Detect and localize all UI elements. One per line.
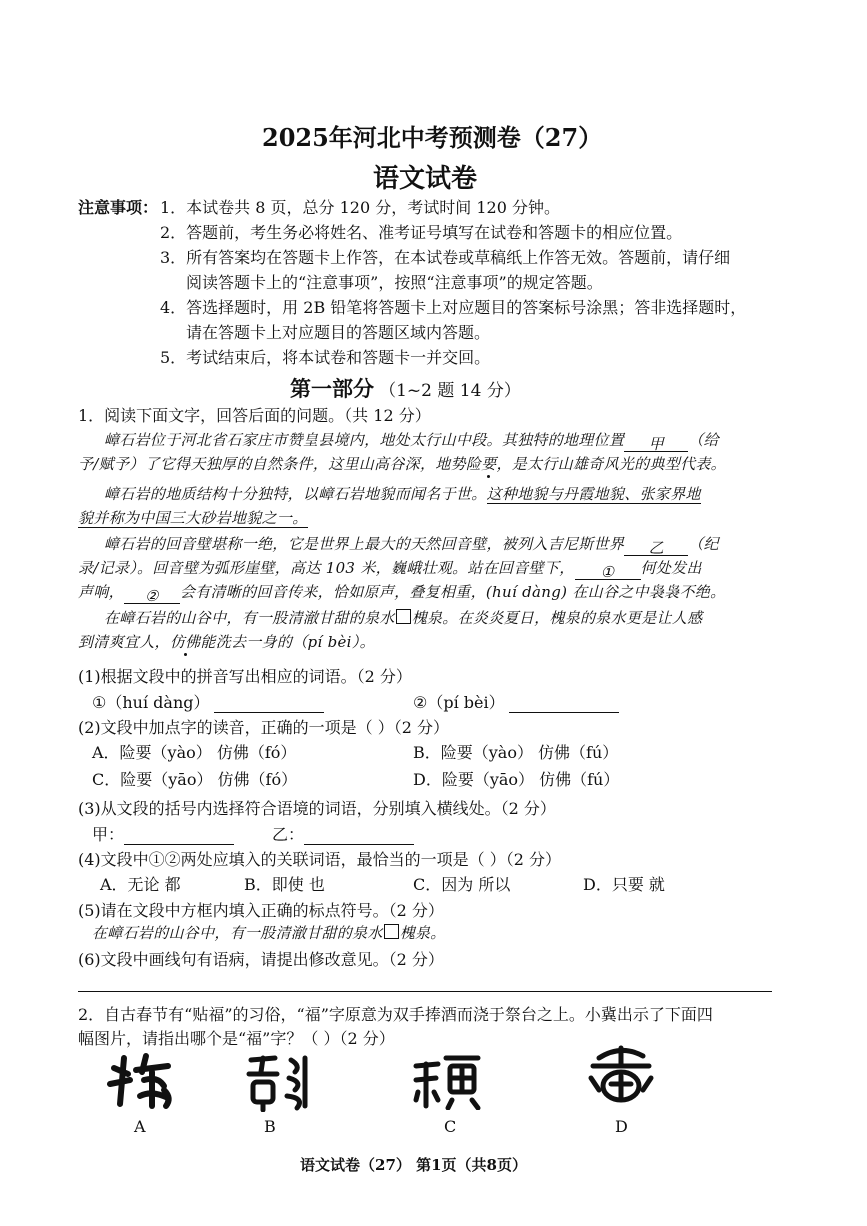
glyph-option-a[interactable] <box>106 1050 178 1112</box>
notes-item-4: 4．答选择题时，用 2B 铅笔将答题卡上对应题目的答案标号涂黑；答非选择题时， <box>160 298 747 317</box>
section-heading <box>290 373 521 403</box>
passage-p4-line2 <box>78 631 375 654</box>
q2-stem-line1: 2．自古春节有“贴福”的习俗，“福”字原意为双手捧酒而浇于祭台之上。小冀出示了下面四 <box>78 1005 713 1024</box>
ancient-glyph-c-icon <box>412 1050 484 1110</box>
passage-text: 会有清晰的回音传来，恰如原声，叠复相重，(huí dàng) 在山谷之中袅袅不绝。 <box>179 583 726 601</box>
passage-p3-line1 <box>104 533 719 556</box>
notes-item-2: 2．答题前，考生务必将姓名、准考证号填写在试卷和答题卡的相应位置。 <box>160 223 683 242</box>
passage-p4-line1 <box>104 607 702 630</box>
notes-item-3-cont: 阅读答题卡上的“注意事项”，按照“注意事项”的规定答题。 <box>186 273 603 292</box>
ancient-glyph-a-icon <box>106 1050 178 1112</box>
passage-text: 嶂石岩的回音壁堪称一绝，它是世界上最大的天然回音壁，被列入吉尼斯世界 <box>104 535 625 553</box>
q1-sub5-sentence <box>92 922 446 945</box>
q1-sub1-a <box>92 690 324 713</box>
exam-subtitle: 语文试卷 <box>373 164 478 194</box>
underlined-sentence: 貌并称为中国三大砂岩地貌之一。 <box>78 509 308 527</box>
q1-sub2-opt-d[interactable]: D．险要（yāo） 仿佛（fú） <box>413 770 620 789</box>
blank-1: ① <box>575 561 641 580</box>
notes-item-1: 1．本试卷共 8 页，总分 120 分，考试时间 120 分钟。 <box>160 198 560 217</box>
punctuation-box <box>396 609 411 624</box>
answer-line-jia[interactable] <box>124 826 234 845</box>
passage-p2-line1 <box>104 483 701 506</box>
divider <box>78 991 772 992</box>
passage-p1-line2 <box>78 453 726 476</box>
q1-sub2: (2)文段中加点字的读音，正确的一项是（ ）（2 分） <box>78 718 450 737</box>
glyph-option-c[interactable] <box>412 1050 484 1110</box>
notes-item-5: 5．考试结束后，将本试卷和答题卡一并交回。 <box>160 348 491 367</box>
passage-p2-line2 <box>78 507 308 530</box>
q1-sub1: (1)根据文段中的拼音写出相应的词语。（2 分） <box>78 667 412 686</box>
sub3-jia-label: 甲： <box>92 825 125 844</box>
dotted-char-yao: 要 <box>481 455 497 473</box>
section-range: （1~2 题 14 分） <box>379 381 521 401</box>
answer-line-huidang[interactable] <box>214 694 324 713</box>
sub3-yi-label: 乙： <box>272 825 305 844</box>
q1-sub6: (6)文段中画线句有语病，请提出修改意见。（2 分） <box>78 950 444 969</box>
q1-sub3-jia <box>92 822 234 845</box>
sub1-a-label: ①（huí dàng） <box>92 693 210 712</box>
q1-sub2-opt-c[interactable]: C．险要（yāo） 仿佛（fó） <box>92 770 298 789</box>
q1-sub5: (5)请在文段中方框内填入正确的标点符号。（2 分） <box>78 901 444 920</box>
passage-text: 嶂石岩的地质结构十分独特，以嶂石岩地貌而闻名于世。 <box>104 485 487 503</box>
passage-p3-line2 <box>78 557 702 580</box>
passage-text: 在嶂石岩的山谷中，有一股清澈甘甜的泉水 <box>104 609 395 627</box>
glyph-label-c: C <box>444 1117 457 1136</box>
q1-sub1-b <box>413 690 619 713</box>
page-footer: 语文试卷（27） 第1页（共8页） <box>300 1156 527 1174</box>
glyph-option-d[interactable] <box>585 1044 657 1110</box>
punctuation-box[interactable] <box>384 924 399 939</box>
notes-label: 注意事项： <box>78 198 159 217</box>
glyph-label-a: A <box>134 1117 146 1136</box>
underlined-sentence: 这种地貌与丹霞地貌、张家界地 <box>486 485 701 503</box>
notes-item-4-cont: 请在答题卡上对应题目的答题区域内答题。 <box>186 323 491 342</box>
glyph-option-b[interactable] <box>245 1052 317 1112</box>
q1-sub4-opt-c[interactable]: C．因为 所以 <box>413 875 511 894</box>
glyph-label-d: D <box>615 1117 628 1136</box>
ancient-glyph-d-icon <box>585 1044 657 1110</box>
dotted-char-fangfu: 仿佛 <box>169 633 201 651</box>
blank-2: ② <box>124 585 180 604</box>
blank-jia: 甲 <box>624 433 688 452</box>
passage-text: 予/赋予）了它得天独厚的自然条件，这里山高谷深，地势险 <box>78 455 482 473</box>
passage-p3-line3 <box>78 581 725 604</box>
exam-title: 2025年河北中考预测卷（27） <box>262 123 603 152</box>
passage-text: 槐泉。 <box>399 924 446 942</box>
q2-stem-line2: 幅图片，请指出哪个是“福”字？（ ）（2 分） <box>78 1029 395 1048</box>
q1-sub2-opt-b[interactable]: B．险要（yào） 仿佛（fú） <box>413 743 619 762</box>
q1-stem: 1．阅读下面文字，回答后面的问题。（共 12 分） <box>78 406 431 425</box>
passage-text: 槐泉。在炎炎夏日，槐泉的泉水更是让人感 <box>411 609 703 627</box>
passage-text: （纪 <box>688 535 719 553</box>
q1-sub4-opt-a[interactable]: A．无论 都 <box>100 875 181 894</box>
answer-line-pibei[interactable] <box>509 694 619 713</box>
passage-text: 嶂石岩位于河北省石家庄市赞皇县境内，地处太行山中段。其独特的地理位置 <box>104 431 625 449</box>
section-title: 第一部分 <box>290 376 374 401</box>
passage-text: 录/记录）。回音壁为弧形崖壁，高达 103 米，巍峨壮观。站在回音壁下， <box>78 559 575 577</box>
q1-sub4-opt-d[interactable]: D．只要 就 <box>583 875 665 894</box>
passage-text: 何处发出 <box>640 559 702 577</box>
q1-sub3-yi <box>272 822 414 845</box>
passage-text: 在嶂石岩的山谷中，有一股清澈甘甜的泉水 <box>92 924 383 942</box>
ancient-glyph-b-icon <box>245 1052 317 1112</box>
q1-sub3: (3)从文段的括号内选择符合语境的词语，分别填入横线处。（2 分） <box>78 799 556 818</box>
notes-item-3: 3．所有答案均在答题卡上作答，在本试卷或草稿纸上作答无效。答题前，请仔细 <box>160 248 731 267</box>
passage-text: 到清爽宜人， <box>78 633 170 651</box>
passage-text: 声响， <box>78 583 124 601</box>
q1-sub2-opt-a[interactable]: A．险要（yào） 仿佛（fó） <box>92 743 297 762</box>
q1-sub4-opt-b[interactable]: B．即使 也 <box>244 875 325 894</box>
passage-text: 能洗去一身的（pí bèi）。 <box>200 633 375 651</box>
glyph-label-b: B <box>264 1117 276 1136</box>
sub1-b-label: ②（pí bèi） <box>413 693 505 712</box>
passage-p1-line1 <box>104 429 719 452</box>
answer-line-yi[interactable] <box>304 826 414 845</box>
q1-sub4: (4)文段中①②两处应填入的关联词语，最恰当的一项是（ ）（2 分） <box>78 850 562 869</box>
passage-text: （给 <box>688 431 719 449</box>
blank-yi: 乙 <box>624 537 688 556</box>
passage-text: ，是太行山雄奇风光的典型代表。 <box>496 455 726 473</box>
